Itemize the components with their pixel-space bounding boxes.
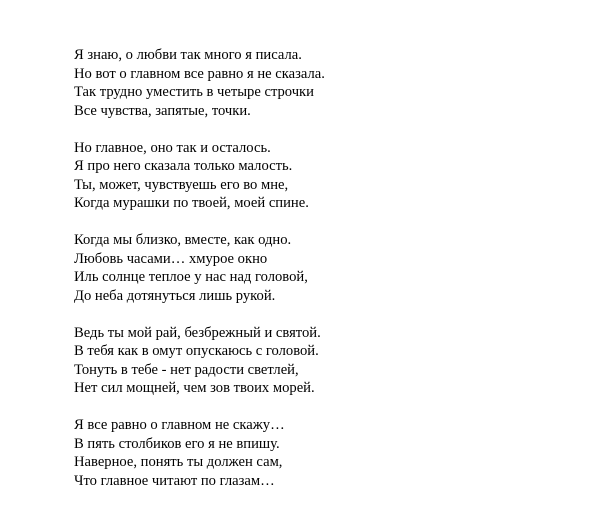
poem-line: Любовь часами… хмурое окно — [74, 250, 268, 267]
poem-line: Нет сил мощней, чем зов твоих морей. — [74, 380, 315, 396]
poem-line: Тонуть в тебе - нет радости светлей, — [74, 361, 299, 378]
poem-line: В тебя как в омут опускаюсь с головой. — [74, 343, 319, 359]
poem-line: Ведь ты мой рай, безбрежный и святой. — [74, 324, 321, 341]
poem-line: Иль солнце теплое у нас над головой, — [74, 269, 308, 285]
poem-line: До неба дотянуться лишь рукой. — [74, 287, 276, 304]
poem-line: Но вот о главном все равно я не сказала. — [74, 65, 325, 82]
poem-line: Так трудно уместить в четыре строчки — [74, 84, 314, 100]
stanza-1 — [74, 46, 574, 120]
stanza-4 — [74, 324, 574, 398]
poem-line: Но главное, оно так и осталось. — [74, 139, 271, 156]
poem-line: Я все равно о главном не скажу… — [74, 417, 285, 433]
stanza-5 — [74, 416, 574, 490]
poem-line: Когда мы близко, вместе, как одно. — [74, 232, 292, 248]
poem-line: Я знаю, о любви так много я писала. — [74, 47, 302, 63]
poem-line: Когда мурашки по твоей, моей спине. — [74, 195, 309, 211]
stanza-2 — [74, 139, 574, 213]
poem-text — [74, 46, 574, 509]
stanza-3 — [74, 231, 574, 305]
poem-line: Ты, может, чувствуешь его во мне, — [74, 176, 289, 193]
poem-line: Что главное читают по глазам… — [74, 472, 275, 489]
poem-line: В пять столбиков его я не впишу. — [74, 435, 280, 452]
poem-line: Я про него сказала только малость. — [74, 158, 293, 174]
poem-line: Наверное, понять ты должен сам, — [74, 454, 283, 470]
poem-line: Все чувства, запятые, точки. — [74, 102, 251, 119]
